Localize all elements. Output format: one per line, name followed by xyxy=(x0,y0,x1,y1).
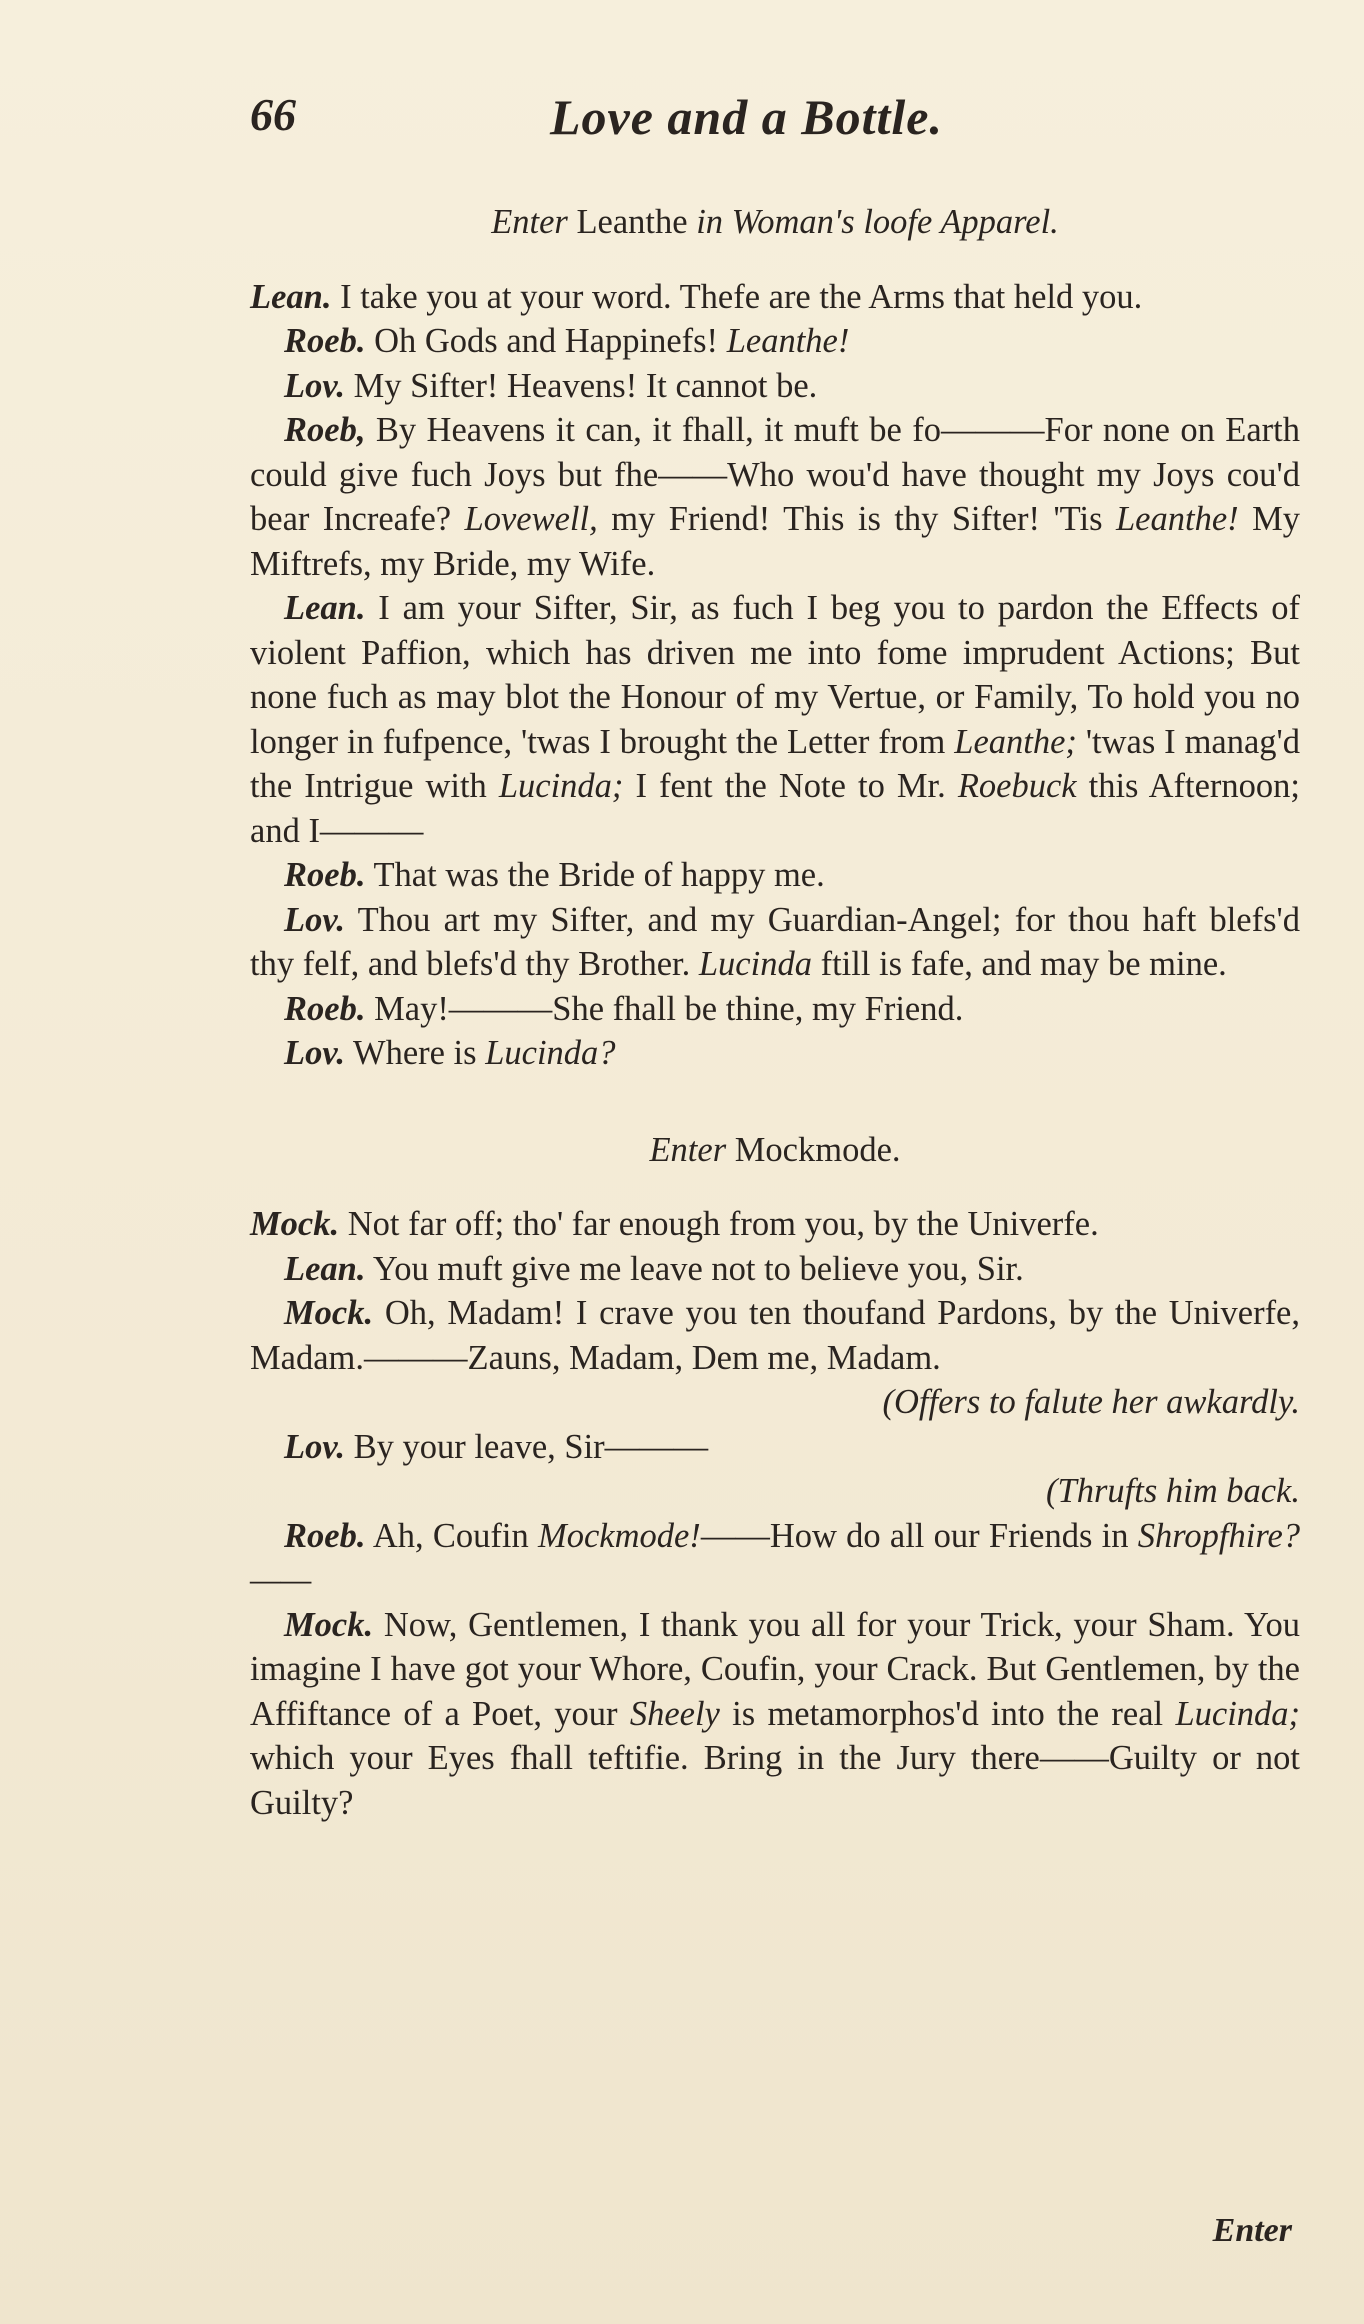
catchword: Enter xyxy=(1212,2212,1292,2249)
page-number: 66 xyxy=(250,89,296,140)
page-header xyxy=(250,88,1300,148)
speech-roebuck: Roeb. Ah, Coufin Mockmode!——How do all our Friends in Shropfhire?—— xyxy=(250,1516,1301,1599)
speech-lovewell: Lov. Where is Lucinda? xyxy=(284,1034,616,1072)
speech-mockmode: Mock. Now, Gentlemen, I thank you all for your Trick, your Sham. You imagine I have got your Whore, Coufin, your Crack. But Gentlemen, by the Affiftance of a Poet, your Sheely is metamorphos'd into the real Lucinda; which your Eyes fhall teftifie. Bring in the Jury there——Guilty or not Guilty? xyxy=(250,1605,1301,1822)
play-text xyxy=(250,200,1300,1825)
speech-leanthe: Lean. You muft give me leave not to believe you, Sir. xyxy=(284,1249,1024,1288)
speech-mockmode: Mock. Oh, Madam! I crave you ten thoufand Pardons, by the Univerfe, Madam.———Zauns, Madam, Dem me, Madam. xyxy=(250,1294,1300,1377)
stage-direction-thrusts-back: (Thrufts him back. xyxy=(1046,1472,1300,1510)
speech-roebuck: Roeb, By Heavens it can, it fhall, it muft be fo———For none on Earth could give fuch Joys but fhe——Who wou'd have thought my Joys cou'd bear Increafe? Lovewell, my Friend! This is thy Sifter! 'Tis Leanthe! My Miftrefs, my Bride, my Wife. xyxy=(250,411,1301,583)
speech-lovewell: Lov. My Sifter! Heavens! It cannot be. xyxy=(284,366,818,405)
stage-direction-enter-mockmode: Enter Mockmode. xyxy=(649,1130,901,1169)
running-title: Love and a Bottle. xyxy=(550,89,943,145)
speech-mockmode: Mock. Not far off; tho' far enough from you, by the Univerfe. xyxy=(250,1205,1099,1243)
speech-roebuck: Roeb. May!———She fhall be thine, my Friend. xyxy=(284,989,964,1028)
speech-leanthe: Lean. I take you at your word. Thefe are the Arms that held you. xyxy=(250,277,1143,316)
speech-lovewell: Lov. Thou art my Sifter, and my Guardian-Angel; for thou haft blefs'd thy felf, and blefs'd thy Brother. Lucinda ftill is fafe, and may be mine. xyxy=(250,900,1300,983)
speech-roebuck: Roeb. That was the Bride of happy me. xyxy=(284,856,825,894)
speech-lovewell: Lov. By your leave, Sir——— xyxy=(284,1427,709,1466)
stage-direction-enter-leanthe: Enter Leanthe in Woman's loofe Apparel. xyxy=(491,203,1059,241)
stage-direction-offers-salute: (Offers to falute her awkardly. xyxy=(882,1383,1300,1421)
speech-leanthe: Lean. I am your Sifter, Sir, as fuch I beg you to pardon the Effects of violent Paffion, which has driven me into fome imprudent Actions; But none fuch as may blot the Honour of my Vertue, or Family, To hold you no longer in fufpence, 'twas I brought the Letter from Leanthe; 'twas I manag'd the Intrigue with Lucinda; I fent the Note to Mr. Roebuck this Afternoon; and I——— xyxy=(250,589,1301,850)
speech-roebuck: Roeb. Oh Gods and Happinefs! Leanthe! xyxy=(284,322,850,360)
